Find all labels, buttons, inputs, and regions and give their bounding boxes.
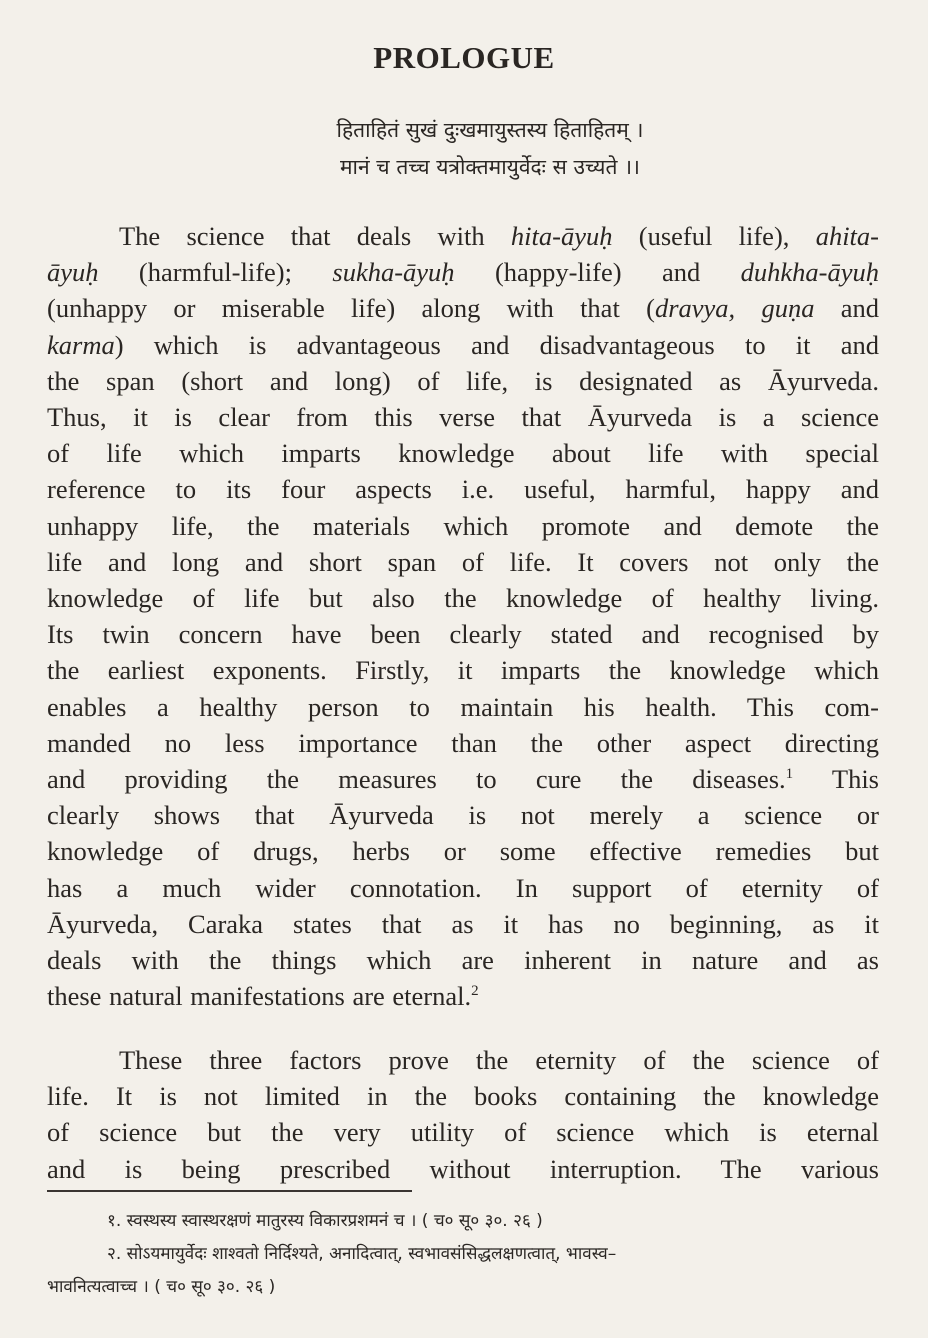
verse-line-2: मानं च तच्च यत्रोक्तमायुर्वेदः स उच्यते ।। <box>339 155 641 179</box>
sanskrit-verse <box>200 112 780 186</box>
text-line: karma) which is advantageous and disadvantageous to it and <box>47 329 879 360</box>
footnote-2-continued: भावनित्यत्वाच्च । ( च० सू० ३०. २६ ) <box>47 1277 276 1297</box>
text-line: knowledge of drugs, herbs or some effective remedies but <box>47 836 879 867</box>
text-line: reference to its four aspects i.e. useful, harmful, happy and <box>47 474 879 505</box>
text-line: These three factors prove the eternity of the science of <box>119 1045 879 1075</box>
text-line: Thus, it is clear from this verse that Āyurveda is a science <box>47 402 879 433</box>
verse-line-1: हिताहितं सुखं दुःखमायुस्तस्य हिताहितम् । <box>336 118 644 142</box>
text-line: The science that deals with hita-āyuḥ (useful life), ahita- <box>119 221 879 251</box>
footnote-ref-2: 2 <box>471 983 479 1000</box>
footnote-2: २. सोऽयमायुर्वेदः शाश्वतो निर्दिश्यते, अनादित्वात्, स्वभावसंसिद्धलक्षणत्वात्, भावस्व– <box>107 1244 617 1264</box>
text-line: of science but the very utility of science which is eternal <box>47 1117 879 1148</box>
text-line: and providing the measures to cure the diseases.$^1$ This <box>47 764 879 795</box>
text-line: the earliest exponents. Firstly, it imparts the knowledge which <box>47 655 879 686</box>
text-line: these natural manifestations are eternal.$^2$ <box>47 981 479 1012</box>
text-line: of life which imparts knowledge about life with special <box>47 438 879 469</box>
text-line: has a much wider connotation. In support of eternity of <box>47 872 879 903</box>
text-line: unhappy life, the materials which promote and demote the <box>47 510 879 541</box>
footnotes <box>47 1205 879 1304</box>
footnote-divider <box>47 1190 412 1192</box>
text-line: life. It is not limited in the books containing the knowledge <box>47 1081 879 1112</box>
text-line: (unhappy or miserable life) along with that (dravya, guṇa and <box>47 293 880 324</box>
text-line: Its twin concern have been clearly stated and recognised by <box>47 619 879 650</box>
paragraph-1 <box>47 218 879 1014</box>
text-line: clearly shows that Āyurveda is not merely a science or <box>47 800 879 831</box>
text-line: manded no less importance than the other aspect directing <box>47 727 879 758</box>
text-line: knowledge of life but also the knowledge of healthy living. <box>47 583 879 614</box>
footnote-1: १. स्वस्थस्य स्वास्थरक्षणं मातुरस्य विकारप्रशमनं च । ( च० सू० ३०. २६ ) <box>107 1211 543 1231</box>
text-line: the span (short and long) of life, is designated as Āyurveda. <box>47 365 879 396</box>
text-line: life and long and short span of life. It covers not only the <box>47 546 879 577</box>
text-line: Āyurveda, Caraka states that as it has no beginning, as it <box>47 908 879 939</box>
text-line: and is being prescribed without interruption. The various <box>47 1153 879 1184</box>
text-line: āyuḥ (harmful-life); sukha-āyuḥ (happy-life) and duhkha-āyuḥ <box>47 257 879 288</box>
footnote-ref-1: 1 <box>785 766 794 783</box>
text-line: deals with the things which are inherent in nature and as <box>47 945 879 976</box>
page-title: PROLOGUE <box>373 40 555 75</box>
paragraph-2 <box>47 1042 879 1187</box>
text-line: enables a healthy person to maintain his health. This com- <box>47 691 879 722</box>
